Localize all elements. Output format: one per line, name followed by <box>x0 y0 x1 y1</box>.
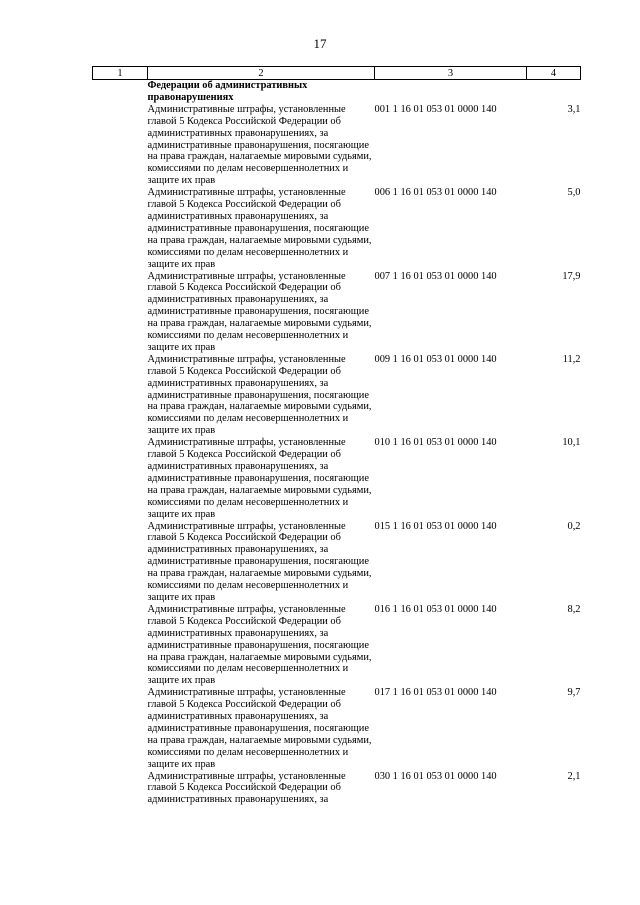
table-row <box>93 271 581 354</box>
column-header-4: 4 <box>527 67 581 80</box>
row-amount: 0,2 <box>567 520 581 532</box>
row-code: 001 1 16 01 053 01 0000 140 <box>374 103 497 115</box>
row-code: 007 1 16 01 053 01 0000 140 <box>374 270 497 282</box>
row-description: Административные штрафы, установленные главой 5 Кодекса Российской Федерации об административных правонарушениях, за административные правонарушения, посягающие на права граждан, налагаемые мировыми судьями, комиссиями по делам несовершеннолетних и защите их прав <box>147 687 372 770</box>
column-header-2: 2 <box>148 67 375 80</box>
row-amount: 9,7 <box>567 687 581 699</box>
row-amount: 17,9 <box>562 270 581 282</box>
table-row <box>93 104 581 187</box>
row-description: Административные штрафы, установленные главой 5 Кодекса Российской Федерации об административных правонарушениях, за административные правонарушения, посягающие на права граждан, налагаемые мировыми судьями, комиссиями по делам несовершеннолетних и защите их прав <box>147 520 372 603</box>
table-row <box>93 687 581 770</box>
section-heading-row <box>93 80 581 104</box>
row-code: 017 1 16 01 053 01 0000 140 <box>374 687 497 699</box>
column-header-1: 1 <box>93 67 148 80</box>
row-code: 010 1 16 01 053 01 0000 140 <box>374 437 497 449</box>
section-heading: Федерации об административных правонарушениях <box>147 80 308 103</box>
row-description: Административные штрафы, установленные главой 5 Кодекса Российской Федерации об административных правонарушениях, за административные правонарушения, посягающие на права граждан, налагаемые мировыми судьями, комиссиями по делам несовершеннолетних и защите их прав <box>147 103 372 187</box>
row-amount: 2,1 <box>567 770 581 782</box>
row-code: 006 1 16 01 053 01 0000 140 <box>374 187 497 199</box>
row-code: 016 1 16 01 053 01 0000 140 <box>374 603 497 615</box>
row-description: Административные штрафы, установленные главой 5 Кодекса Российской Федерации об административных правонарушениях, за административные правонарушения, посягающие на права граждан, налагаемые мировыми судьями, комиссиями по делам несовершеннолетних и защите их прав <box>147 437 372 520</box>
row-description: Административные штрафы, установленные главой 5 Кодекса Российской Федерации об административных правонарушениях, за административные правонарушения, посягающие на права граждан, налагаемые мировыми судьями, комиссиями по делам несовершеннолетних и защите их прав <box>147 603 372 687</box>
row-description: Административные штрафы, установленные главой 5 Кодекса Российской Федерации об административных правонарушениях, за <box>147 770 346 806</box>
row-code: 009 1 16 01 053 01 0000 140 <box>374 353 497 365</box>
table-row <box>93 187 581 270</box>
row-description: Административные штрафы, установленные главой 5 Кодекса Российской Федерации об административных правонарушениях, за административные правонарушения, посягающие на права граждан, налагаемые мировыми судьями, комиссиями по делам несовершеннолетних и защите их прав <box>147 270 372 353</box>
table-row <box>93 771 581 807</box>
row-amount: 3,1 <box>567 103 581 115</box>
row-description: Административные штрафы, установленные главой 5 Кодекса Российской Федерации об административных правонарушениях, за административные правонарушения, посягающие на права граждан, налагаемые мировыми судьями, комиссиями по делам несовершеннолетних и защите их прав <box>147 187 372 270</box>
table-row <box>93 521 581 604</box>
table-row <box>93 437 581 520</box>
row-code: 030 1 16 01 053 01 0000 140 <box>374 770 497 782</box>
table-row <box>93 604 581 687</box>
header-row <box>93 67 581 80</box>
row-amount: 8,2 <box>567 603 581 615</box>
budget-table <box>92 66 581 806</box>
page-number: 17 <box>313 36 327 51</box>
row-description: Административные штрафы, установленные главой 5 Кодекса Российской Федерации об административных правонарушениях, за административные правонарушения, посягающие на права граждан, налагаемые мировыми судьями, комиссиями по делам несовершеннолетних и защите их прав <box>147 353 372 437</box>
row-amount: 5,0 <box>567 187 581 199</box>
row-amount: 10,1 <box>562 437 581 449</box>
row-amount: 11,2 <box>562 353 581 365</box>
table-row <box>93 354 581 437</box>
row-code: 015 1 16 01 053 01 0000 140 <box>374 520 497 532</box>
column-header-3: 3 <box>375 67 527 80</box>
